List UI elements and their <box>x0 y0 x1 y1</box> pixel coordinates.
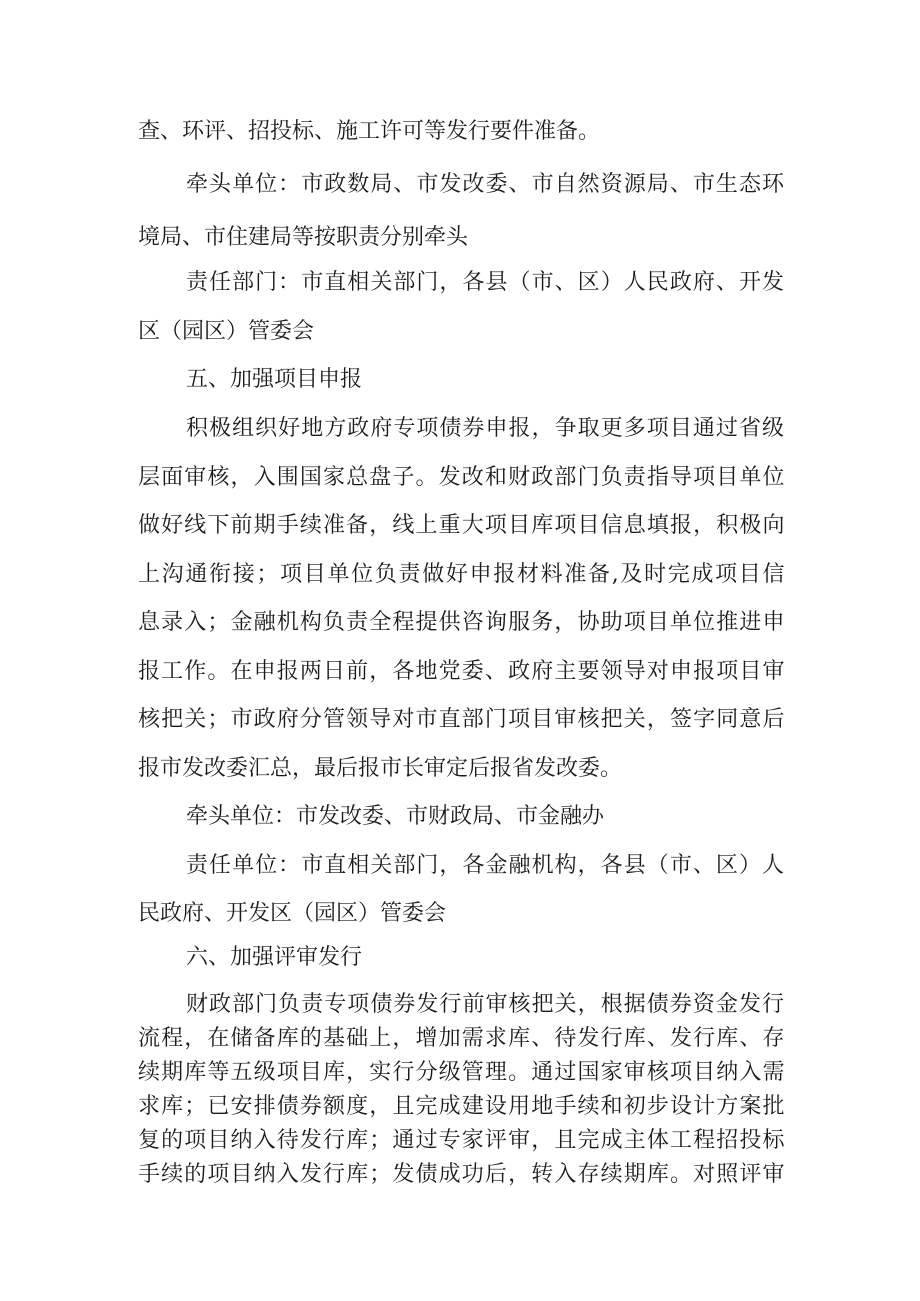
text-line: 上沟通衔接；项目单位负责做好申报材料准备,及时完成项目信 <box>138 562 784 587</box>
text-line: 息录入；金融机构负责全程提供咨询服务，协助项目单位推进申 <box>138 610 784 635</box>
text-line: 责任单位：市直相关部门，各金融机构，各县（市、区）人 <box>186 853 784 878</box>
section-heading: 六、加强评审发行 <box>186 945 363 970</box>
text-line: 复的项目纳入待发行库；通过专家评审，且完成主体工程招投标 <box>138 1128 784 1153</box>
text-line: 区（园区）管委会 <box>138 319 315 344</box>
text-line: 牵头单位：市发改委、市财政局、市金融办 <box>186 804 605 829</box>
text-line: 民政府、开发区（园区）管委会 <box>138 901 447 926</box>
text-line: 报工作。在申报两日前，各地党委、政府主要领导对申报项目审 <box>138 659 784 684</box>
text-line: 牵头单位：市政数局、市发改委、市自然资源局、市生态环 <box>186 172 784 197</box>
text-line: 层面审核，入围国家总盘子。发改和财政部门负责指导项目单位 <box>138 465 784 490</box>
text-line: 手续的项目纳入发行库；发债成功后，转入存续期库。对照评审 <box>138 1162 784 1187</box>
text-line: 报市发改委汇总，最后报市长审定后报省发改委。 <box>138 756 623 781</box>
text-line: 做好线下前期手续准备，线上重大项目库项目信息填报，积极向 <box>138 513 784 538</box>
text-line: 核把关；市政府分管领导对市直部门项目审核把关，签字同意后 <box>138 707 784 732</box>
text-line: 境局、市住建局等按职责分别牵头 <box>138 225 469 250</box>
text-line: 求库；已安排债券额度，且完成建设用地手续和初步设计方案批 <box>138 1094 784 1119</box>
text-line: 流程，在储备库的基础上，增加需求库、待发行库、发行库、存 <box>138 1026 784 1051</box>
text-line: 查、环评、招投标、施工许可等发行要件准备。 <box>138 119 601 144</box>
text-line: 续期库等五级项目库，实行分级管理。通过国家审核项目纳入需 <box>138 1060 784 1085</box>
text-line: 积极组织好地方政府专项债券申报，争取更多项目通过省级 <box>186 416 784 441</box>
text-line: 财政部门负责专项债券发行前审核把关，根据债券资金发行 <box>186 992 784 1017</box>
text-line: 责任部门：市直相关部门，各县（市、区）人民政府、开发 <box>186 270 784 295</box>
section-heading: 五、加强项目申报 <box>186 367 363 392</box>
